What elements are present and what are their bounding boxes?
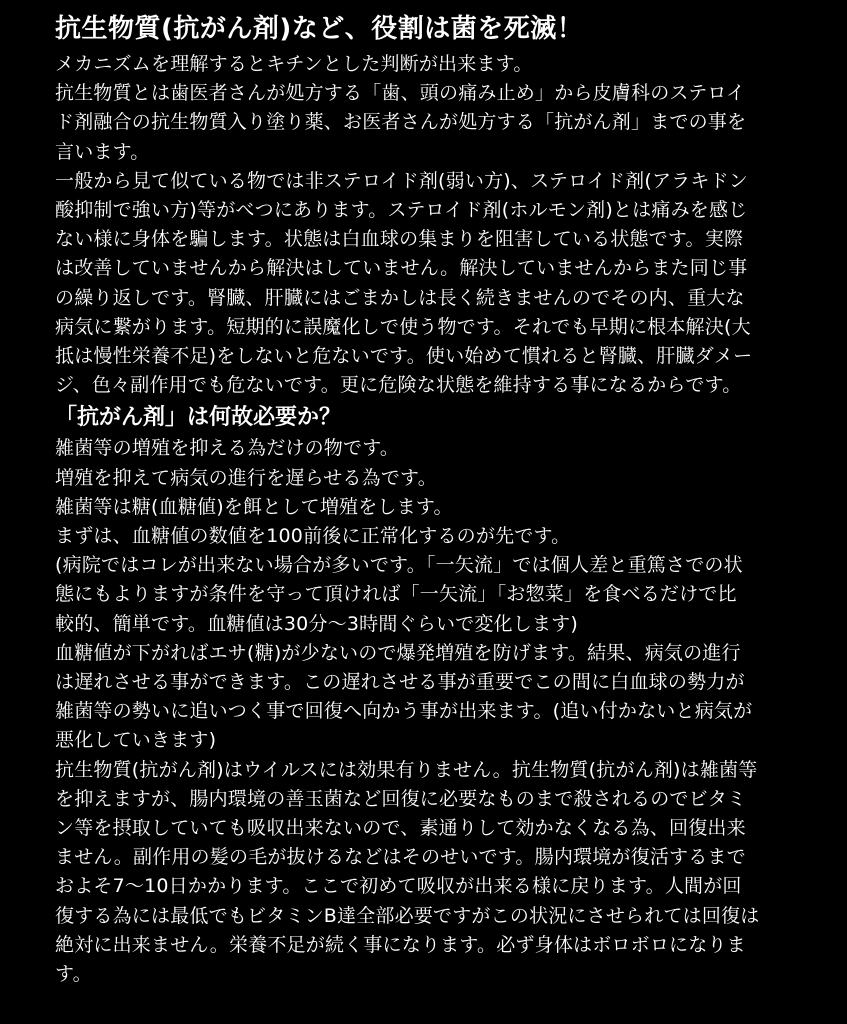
document-title: 抗生物質(抗がん剤)など、役割は菌を死滅！ xyxy=(55,14,584,44)
body-paragraph-antibiotics: メカニズムを理解するとキチンとした判断が出来ます。 抗生物質とは歯医者さんが処方する「歯、頭の痛み止め」から皮膚科のステロイ ド剤融合の抗生物質入り塗り薬、お医者さんが処方する「抗がん剤」までの事を 言います。 一般から見て似ている物では非ステロイド剤(弱い方)、ステロイド剤(アラキドン 酸抑制で強い方)等がべつにあります。ステロイド剤(ホルモン剤)とは痛みを感じ ない様に身体を騙します。状態は白血球の集まりを阻害している状態です。実際 は改善していませんから解決はしていません。解決していませんからまた同じ事 の繰り返しです。腎臓、肝臓にはごまかしは長く続きませんのでその内、重大な 病気に繋がります。短期的に誤魔化しで使う物です。それでも早期に根本解決(大 抵は慢性栄養不足)をしないと危ないです。使い始めて慣れると腎臓、肝臓ダメー ジ、色々副作用でも危ないです。更に危険な状態を維持する事になるからです。 xyxy=(55,53,753,397)
body-paragraph-anticancer: 雑菌等の増殖を抑える為だけの物です。 増殖を抑えて病気の進行を遅らせる為です。 雑菌等は糖(血糖値)を餌として増殖をします。 まずは、血糖値の数値を100前後に正常化するのが先です。 (病院ではコレが出来ない場合が多いです。「一矢流」では個人差と重篤さでの状 態にもよりますが条件を守って頂ければ「一矢流」「お惣菜」を食べるだけで比 較的、簡単です。血糖値は30分〜3時間ぐらいで変化します) 血糖値が下がればエサ(糖)が少ないので爆発増殖を防げます。結果、病気の進行 は遅れさせる事ができます。この遅れさせる事が重要でこの間に白血球の勢力が 雑菌等の勢いに追いつく事で回復へ向かう事が出来ます。(追い付かないと病気が 悪化していきます) 抗生物質(抗がん剤)はウイルスには効果有りません。抗生物質(抗がん剤)は雑菌等 を抑えますが、腸内環境の善玉菌など回復に必要なものまで殺されるのでビタミ ン等を摂取していても吸収出来ないので、素通りして効かなくなる為、回復出来 ません。副作用の髪の毛が抜けるなどはそのせいです。腸内環境が復活するまで およそ7〜10日かかります。ここで初めて吸収が出来る様に戻ります。人間が回 復する為には最低でもビタミンB達全部必要ですがこの状況にさせられては回復は 絶対に出来ません。栄養不足が続く事になります。必ず身体はボロボロになりま す。 xyxy=(55,437,760,986)
section-heading-anticancer: 「抗がん剤」は何故必要か？ xyxy=(55,405,342,431)
